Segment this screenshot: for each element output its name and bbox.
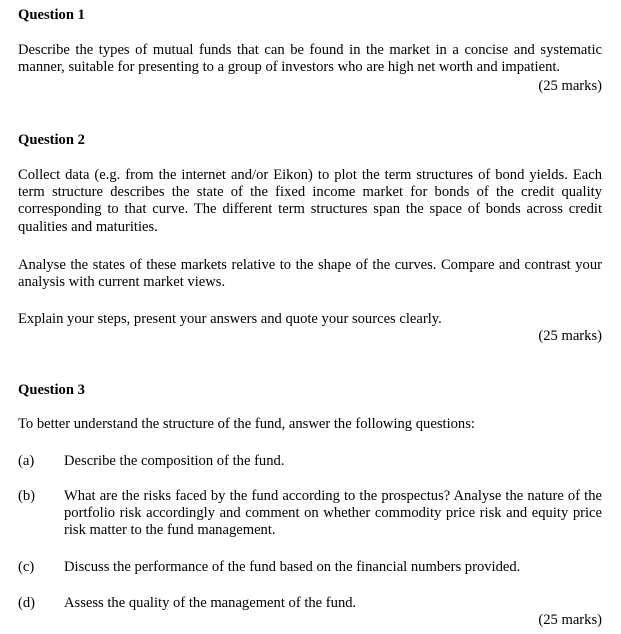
document-page: [18, 0, 602, 634]
question-3-item-b-label: (b): [18, 488, 36, 504]
question-1-text: Describe the types of mutual funds that can be found in the market in a concise and systematic manner, suitable for presenting to a group of investors who are high net worth and impatient.: [18, 42, 602, 76]
question-2-paragraph-1: Collect data (e.g. from the internet and/or Eikon) to plot the term structures of bond yields. Each term structure describes the state of the fixed income market for bonds of the credit quality corresponding to that curve. The different term structures span the space of bonds across credit qualities and maturities.: [18, 167, 602, 235]
question-1-marks: (25 marks): [538, 78, 602, 94]
question-2-heading: Question 2: [18, 132, 85, 148]
question-3-item-a-text: Describe the composition of the fund.: [64, 453, 285, 469]
question-3-intro: To better understand the structure of the fund, answer the following questions:: [18, 416, 475, 432]
question-3-item-b-text: What are the risks faced by the fund according to the prospectus? Analyse the nature of the portfolio risk accordingly and comment on whether commodity price risk and equity price risk matter to the fund management.: [64, 488, 602, 539]
question-2-paragraph-3: Explain your steps, present your answers and quote your sources clearly.: [18, 311, 442, 327]
question-3-item-d-text: Assess the quality of the management of the fund.: [64, 595, 357, 611]
question-1-heading: Question 1: [18, 7, 85, 23]
question-2-paragraph-2: Analyse the states of these markets relative to the shape of the curves. Compare and contrast your analysis with current market views.: [18, 257, 602, 291]
question-3-item-c-text: Discuss the performance of the fund based on the financial numbers provided.: [64, 559, 521, 575]
question-3-item-a-label: (a): [18, 453, 35, 469]
question-3-marks: (25 marks): [538, 612, 602, 628]
question-2-marks: (25 marks): [538, 328, 602, 344]
question-3-item-c-label: (c): [18, 559, 35, 575]
question-3-heading: Question 3: [18, 382, 85, 398]
question-3-item-d-label: (d): [18, 595, 36, 611]
